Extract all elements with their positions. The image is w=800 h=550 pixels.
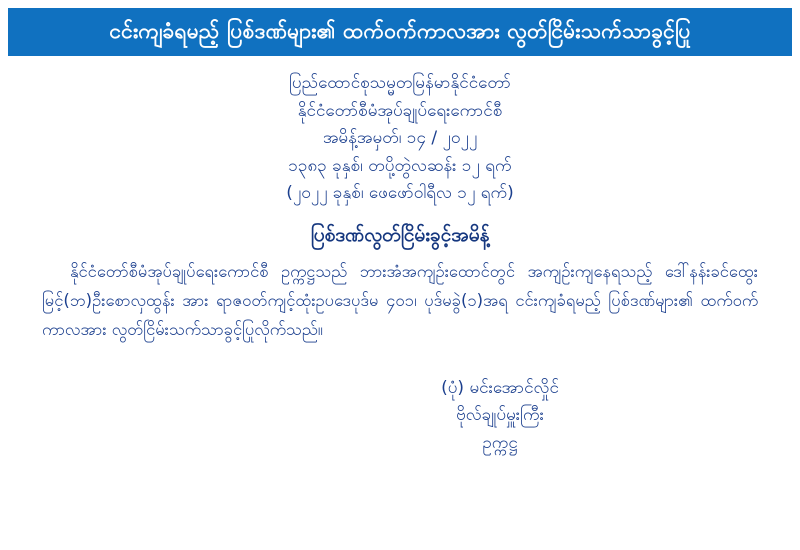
header-line-council: နိုင်ငံတော်စီမံအုပ်ချုပ်ရေးကောင်စီ: [297, 100, 503, 121]
header-line-myanmar-date: ၁၃၈၃ ခုနှစ်၊ တပို့တွဲလဆန်း ၁၂ ရက်: [288, 155, 512, 176]
headline-banner: [8, 8, 792, 56]
header-line-country: ပြည်ထောင်စုသမ္မတမြန်မာနိုင်ငံတော်: [289, 73, 511, 94]
signature-block: [42, 375, 758, 458]
body-paragraph: [42, 257, 758, 345]
order-title: ပြစ်ဒဏ်လွတ်ငြိမ်းခွင့်အမိန့်: [310, 223, 490, 246]
header-line-order-number: အမိန့်အမှတ်၊ ၁၄ / ၂၀၂၂: [322, 128, 478, 149]
document-header-block: [42, 70, 758, 208]
signature-position: ဥက္ကဋ္ဌ: [482, 432, 518, 453]
headline-text: ငင်းကျခံရမည့် ပြစ်ဒဏ်များ၏ ထက်ဝက်ကာလအား လွတ်ငြိမ်းသက်သာခွင့်ပြု: [109, 19, 691, 43]
signature-rank: ဗိုလ်ချုပ်မှူးကြီး: [456, 405, 544, 426]
document-body: [8, 56, 792, 457]
header-line-gregorian-date: (၂၀၂၂ ခုနှစ်၊ ဖေဖော်ဝါရီလ ၁၂ ရက်): [286, 183, 514, 204]
signature-name: (ပုံ) မင်းအောင်လှိုင်: [441, 377, 559, 398]
body-paragraph-text: နိုင်ငံတော်စီမံအုပ်ချုပ်ရေးကောင်စီ ဥက္ကဋ္ဌသည် ဘားအံအကျဉ်းထောင်တွင် အကျဉ်းကျနေရသည့် ဒေါ်နန်းခင်ထွေးမြင့်(ဘ)ဦးစောလှထွန်း အား ရာဇဝတ်ကျင့်ထုံးဥပဒေပုဒ်မ ၄၀၁၊ ပုဒ်မခွဲ(၁)အရ ငင်းကျခံရမည့် ပြစ်ဒဏ်များ၏ ထက်ဝက်ကာလအား လွတ်ငြိမ်းသက်သာခွင့်ပြုလိုက်သည်။: [42, 261, 758, 340]
